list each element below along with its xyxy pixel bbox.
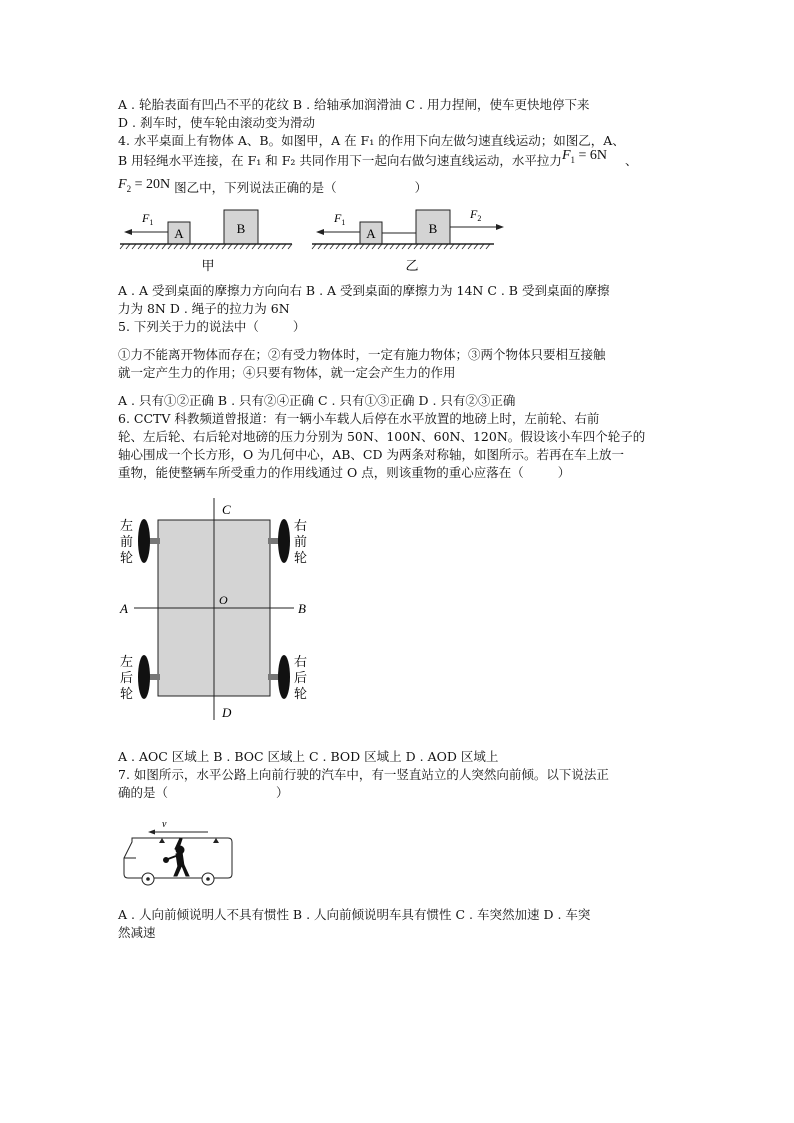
velocity-label: v xyxy=(162,818,167,830)
left-rear-label xyxy=(120,654,133,701)
q4-f2-formula: $F_2 = 20N$ xyxy=(118,176,171,194)
arrowhead xyxy=(316,229,324,235)
svg-text:左: 左 xyxy=(120,653,134,669)
q7-options-line2: 然减速 xyxy=(118,924,156,940)
q6-options: A . AOC 区域上 B . BOC 区域上 C . BOD 区域上 D . AOD 区域上 xyxy=(118,748,499,764)
q7-bus-figure xyxy=(118,816,248,896)
arrowhead xyxy=(496,224,504,230)
svg-text:右: 右 xyxy=(294,517,308,533)
block-b-label: B xyxy=(428,220,438,236)
svg-text:轮: 轮 xyxy=(120,549,134,565)
caption-yi: 乙 xyxy=(405,257,419,273)
svg-text:右: 右 xyxy=(294,653,308,669)
q3-options-line2: D . 刹车时，使车轮由滚动变为滑动 xyxy=(118,115,315,130)
svg-text:轮: 轮 xyxy=(294,685,308,701)
q4-figure xyxy=(118,204,538,276)
block-b-label: B xyxy=(236,220,246,236)
q7-stem-line1: 7. 如图所示，水平公路上向前行驶的汽车中，有一竖直站立的人突然向前倾。以下说法正 xyxy=(118,766,609,782)
label-d: D xyxy=(222,704,232,720)
q7-stem-line2: 确的是（ ） xyxy=(118,784,289,800)
force-f1-label: $F_1$ xyxy=(334,210,346,227)
q4-options-line1: A . A 受到桌面的摩擦力方向向右 B . A 受到桌面的摩擦力为 14N C . B 受到桌面的摩擦 xyxy=(118,282,610,298)
q4-separator: 、 xyxy=(625,153,638,168)
q6-stem-line4: 重物，能使整辆车所受重力的作用线通过 O 点，则该重物的重心应落在（ ） xyxy=(118,464,571,480)
figure-yi xyxy=(312,207,504,273)
label-a: A xyxy=(120,600,128,616)
q4-stem-line2 xyxy=(118,150,678,177)
q5-stem: 5. 下列关于力的说法中（ ） xyxy=(118,318,306,334)
figure-jia xyxy=(120,210,292,273)
svg-text:轮: 轮 xyxy=(120,685,134,701)
caption-jia: 甲 xyxy=(201,257,215,273)
arrowhead xyxy=(148,829,155,834)
q6-stem-line3: 轴心围成一个长方形，O 为几何中心，AB、CD 为两条对称轴，如图所示。若再在车上放一 xyxy=(118,446,624,462)
q3-options-line1: A . 轮胎表面有凹凸不平的花纹 B . 给轴承加润滑油 C . 用力捏闸，使车更快地停下来 xyxy=(118,97,590,112)
svg-text:前: 前 xyxy=(120,533,134,549)
right-rear-label xyxy=(294,654,307,701)
q5-statements-line1: ①力不能离开物体而存在；②有受力物体时，一定有施力物体；③两个物体只要相互接触 xyxy=(118,346,606,362)
q4-options-line2: 力为 8N D . 绳子的拉力为 6N xyxy=(118,300,290,316)
label-o: O xyxy=(219,592,228,607)
bus-wheel-icon xyxy=(142,873,154,885)
q4-f1-formula: $F_1 = 6N$ xyxy=(561,148,608,165)
q5-statements-line2: 就一定产生力的作用；④只要有物体，就一定会产生力的作用 xyxy=(118,364,456,380)
q4-stem-text: B 用轻绳水平连接，在 F₁ 和 F₂ 共同作用下一起向右做匀速直线运动，水平拉力 xyxy=(118,153,562,168)
right-rear-wheel-icon xyxy=(268,655,290,699)
block-a-label: A xyxy=(174,225,184,241)
force-f1-label: $F_1$ xyxy=(142,210,154,227)
svg-text:后: 后 xyxy=(294,669,308,685)
left-rear-wheel-icon xyxy=(138,655,160,699)
bus-wheel-icon xyxy=(202,873,214,885)
q6-stem-line1: 6. CCTV 科教频道曾报道：有一辆小车载人后停在水平放置的地磅上时，左前轮、右前 xyxy=(118,410,600,426)
label-c: C xyxy=(222,501,231,517)
svg-text:前: 前 xyxy=(294,533,308,549)
q4-stem-question: 图乙中，下列说法正确的是（ xyxy=(174,179,337,195)
q7-options-line1: A . 人向前倾说明人不具有惯性 B . 人向前倾说明车具有惯性 C . 车突然加速 D . 车突 xyxy=(118,906,591,922)
left-front-wheel-icon xyxy=(138,519,160,563)
left-front-label xyxy=(120,518,133,565)
q6-car-figure xyxy=(118,494,318,740)
q4-stem-line1: 4. 水平桌面上有物体 A、B。如图甲，A 在 F₁ 的作用下向左做匀速直线运动；如图乙，A、 xyxy=(118,133,625,148)
right-front-wheel-icon xyxy=(268,519,290,563)
svg-text:轮: 轮 xyxy=(294,549,308,565)
svg-text:后: 后 xyxy=(120,669,134,685)
svg-text:左: 左 xyxy=(120,517,134,533)
force-f2-label: $F_2$ xyxy=(470,206,482,223)
right-front-label xyxy=(294,518,307,565)
block-a-label: A xyxy=(366,225,376,241)
q6-stem-line2: 轮、左后轮、右后轮对地磅的压力分别为 50N、100N、60N、120N。假设该小车四个轮子的 xyxy=(118,428,646,444)
question-page xyxy=(118,96,678,942)
label-b: B xyxy=(298,600,306,616)
q4-stem-line3: $F_2 = 20N$ 图乙中，下列说法正确的是（ ） xyxy=(118,176,428,195)
q5-options: A . 只有①②正确 B . 只有②④正确 C . 只有①③正确 D . 只有②③正确 xyxy=(118,392,516,408)
arrowhead xyxy=(124,229,132,235)
